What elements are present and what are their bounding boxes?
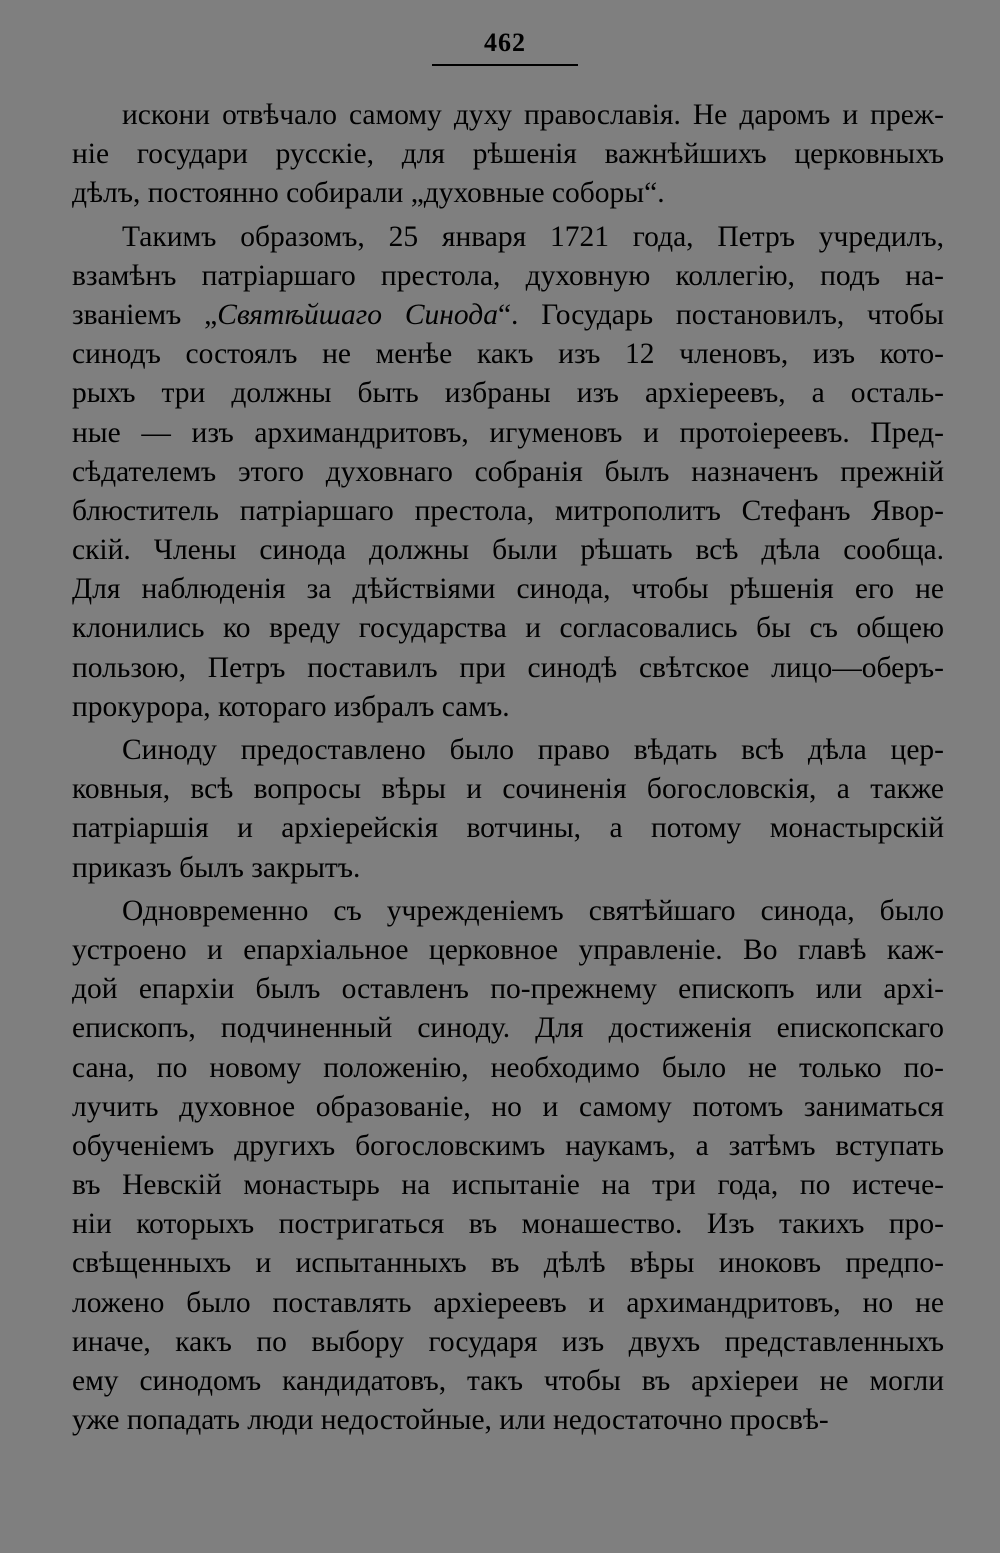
- text-line: прокурора, котораго избралъ самъ.: [72, 690, 510, 723]
- text-line: уже попадать люди недостойные, или недостаточно просвѣ-: [72, 1404, 829, 1437]
- text-run: “. Государь постановилъ, чтобы: [497, 298, 944, 331]
- paragraph: [72, 218, 944, 727]
- text-line: Для наблюденія за дѣйствіями синода, чтобы рѣшенія его не: [72, 573, 944, 606]
- paragraph: [72, 96, 944, 214]
- text-line: обученіемъ другихъ богословскимъ наукамъ, а затѣмъ вступать: [72, 1129, 944, 1162]
- text-line: искони отвѣчало самому духу православія. Не даромъ и преж-: [122, 99, 944, 131]
- paragraph: [72, 731, 944, 888]
- text-line: Такимъ образомъ, 25 января 1721 года, Петръ учредилъ,: [122, 220, 944, 253]
- text-line: дой епархіи былъ оставленъ по-прежнему епископъ или архі-: [72, 973, 944, 1006]
- text-line: въ Невскій монастырь на испытаніе на три года, по истече-: [72, 1169, 944, 1202]
- text-line: свѣщенныхъ и испытанныхъ въ дѣлѣ вѣры иноковъ предпо-: [72, 1247, 944, 1280]
- text-line: лучить духовное образованіе, но и самому потомъ заниматься: [72, 1090, 944, 1123]
- text-line: епископъ, подчиненный синоду. Для достиженія епископскаго: [72, 1012, 944, 1045]
- text-run: званіемъ „: [72, 298, 218, 331]
- text-line: устроено и епархіальное церковное управленіе. Во главѣ каж-: [72, 933, 944, 966]
- italic-title: Святѣйшаго Синода: [217, 298, 498, 331]
- page-number: 462: [484, 28, 526, 57]
- text-line: ніе государи русскіе, для рѣшенія важнѣйшихъ церковныхъ: [72, 138, 944, 171]
- text-line: ему синодомъ кандидатовъ, такъ чтобы въ архіереи не могли: [72, 1365, 944, 1397]
- text-line: Синоду предоставлено было право вѣдать всѣ дѣла цер-: [122, 734, 944, 766]
- text-line: пользою, Петръ поставилъ при синодѣ свѣтское лицо—оберъ-: [72, 651, 944, 684]
- text-line: [72, 296, 944, 335]
- text-line: ковныя, всѣ вопросы вѣры и сочиненія богословскія, а также: [72, 773, 944, 806]
- text-line: блюститель патріаршаго престола, митрополитъ Стефанъ Явор-: [72, 494, 944, 527]
- text-line: сѣдателемъ этого духовнаго собранія былъ назначенъ прежній: [72, 455, 944, 488]
- text-line: иначе, какъ по выбору государя изъ двухъ представленныхъ: [72, 1325, 944, 1358]
- text-line: приказъ былъ закрытъ.: [72, 851, 361, 884]
- text-line: клонились ко вреду государства и согласовались бы съ общею: [72, 612, 944, 645]
- text-line: ные — изъ архимандритовъ, игуменовъ и протоіереевъ. Пред-: [72, 416, 944, 449]
- text-line: ложено было поставлять архіереевъ и архимандритовъ, но не: [72, 1286, 944, 1319]
- page-header: [0, 28, 1000, 58]
- header-rule: [432, 64, 578, 66]
- text-line: Одновременно съ учрежденіемъ святѣйшаго синода, было: [122, 894, 944, 927]
- paragraph: [72, 892, 944, 1441]
- body-text: [72, 96, 944, 1440]
- text-line: скій. Члены синода должны были рѣшать всѣ дѣла сообща.: [72, 534, 944, 567]
- text-line: рыхъ три должны быть избраны изъ архіереевъ, а осталь-: [72, 377, 944, 410]
- text-line: взамѣнъ патріаршаго престола, духовную коллегію, подъ на-: [72, 259, 944, 292]
- text-line: сана, по новому положенію, необходимо было не только по-: [72, 1051, 944, 1084]
- text-line: патріаршія и архіерейскія вотчины, а потому монастырскій: [72, 812, 944, 845]
- text-line: ніи которыхъ постригаться въ монашество. Изъ такихъ про-: [72, 1208, 944, 1241]
- text-line: дѣлъ, постоянно собирали „духовные соборы“.: [72, 177, 665, 210]
- text-line: синодъ состоялъ не менѣе какъ изъ 12 членовъ, изъ кото-: [72, 338, 944, 371]
